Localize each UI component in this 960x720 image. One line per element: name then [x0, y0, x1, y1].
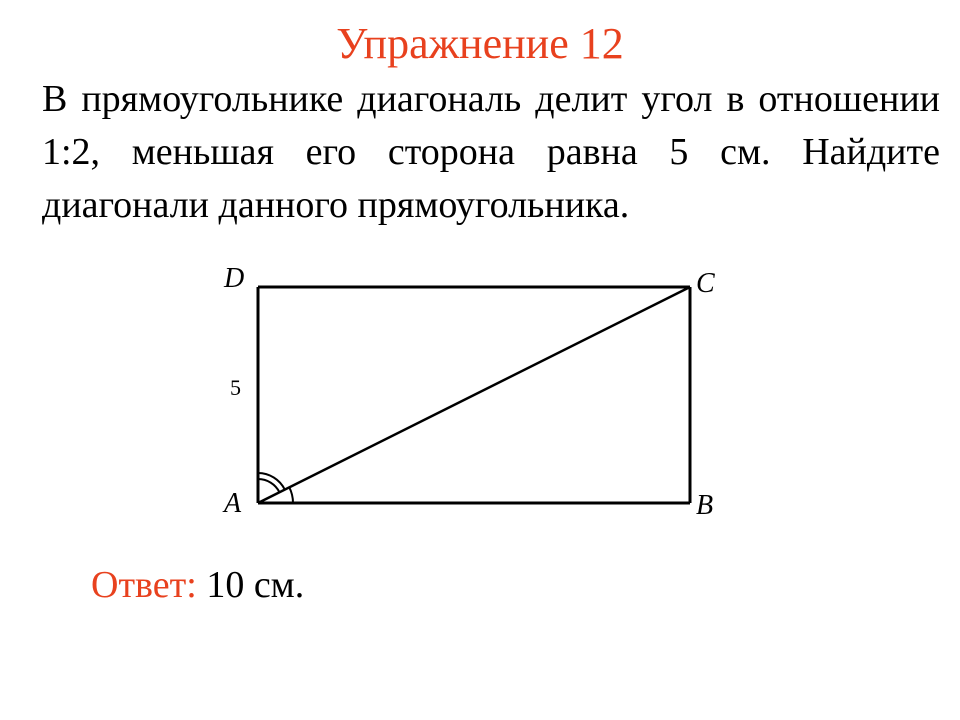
vertex-label-a: A — [224, 488, 242, 519]
angle-arc-cab — [289, 487, 293, 503]
vertex-label-c: C — [696, 268, 715, 299]
answer-label: Ответ: — [91, 564, 197, 606]
exercise-title: Упражнение 12 — [336, 19, 624, 68]
problem-statement: В прямоугольнике диагональ делит угол в отношении 1:2, меньшая его сторона равна 5 см. Найдите диагонали данного прямоугольника. — [42, 78, 940, 226]
angle-arc-dac-inner — [258, 479, 280, 492]
answer-value: 10 см. — [206, 564, 305, 606]
answer — [91, 560, 304, 610]
side-ad-length-label: 5 — [230, 375, 241, 400]
vertex-label-d: D — [224, 263, 245, 294]
angle-arc-dac — [258, 473, 285, 490]
diagonal-ac — [258, 287, 690, 503]
vertex-label-b: B — [696, 490, 714, 521]
